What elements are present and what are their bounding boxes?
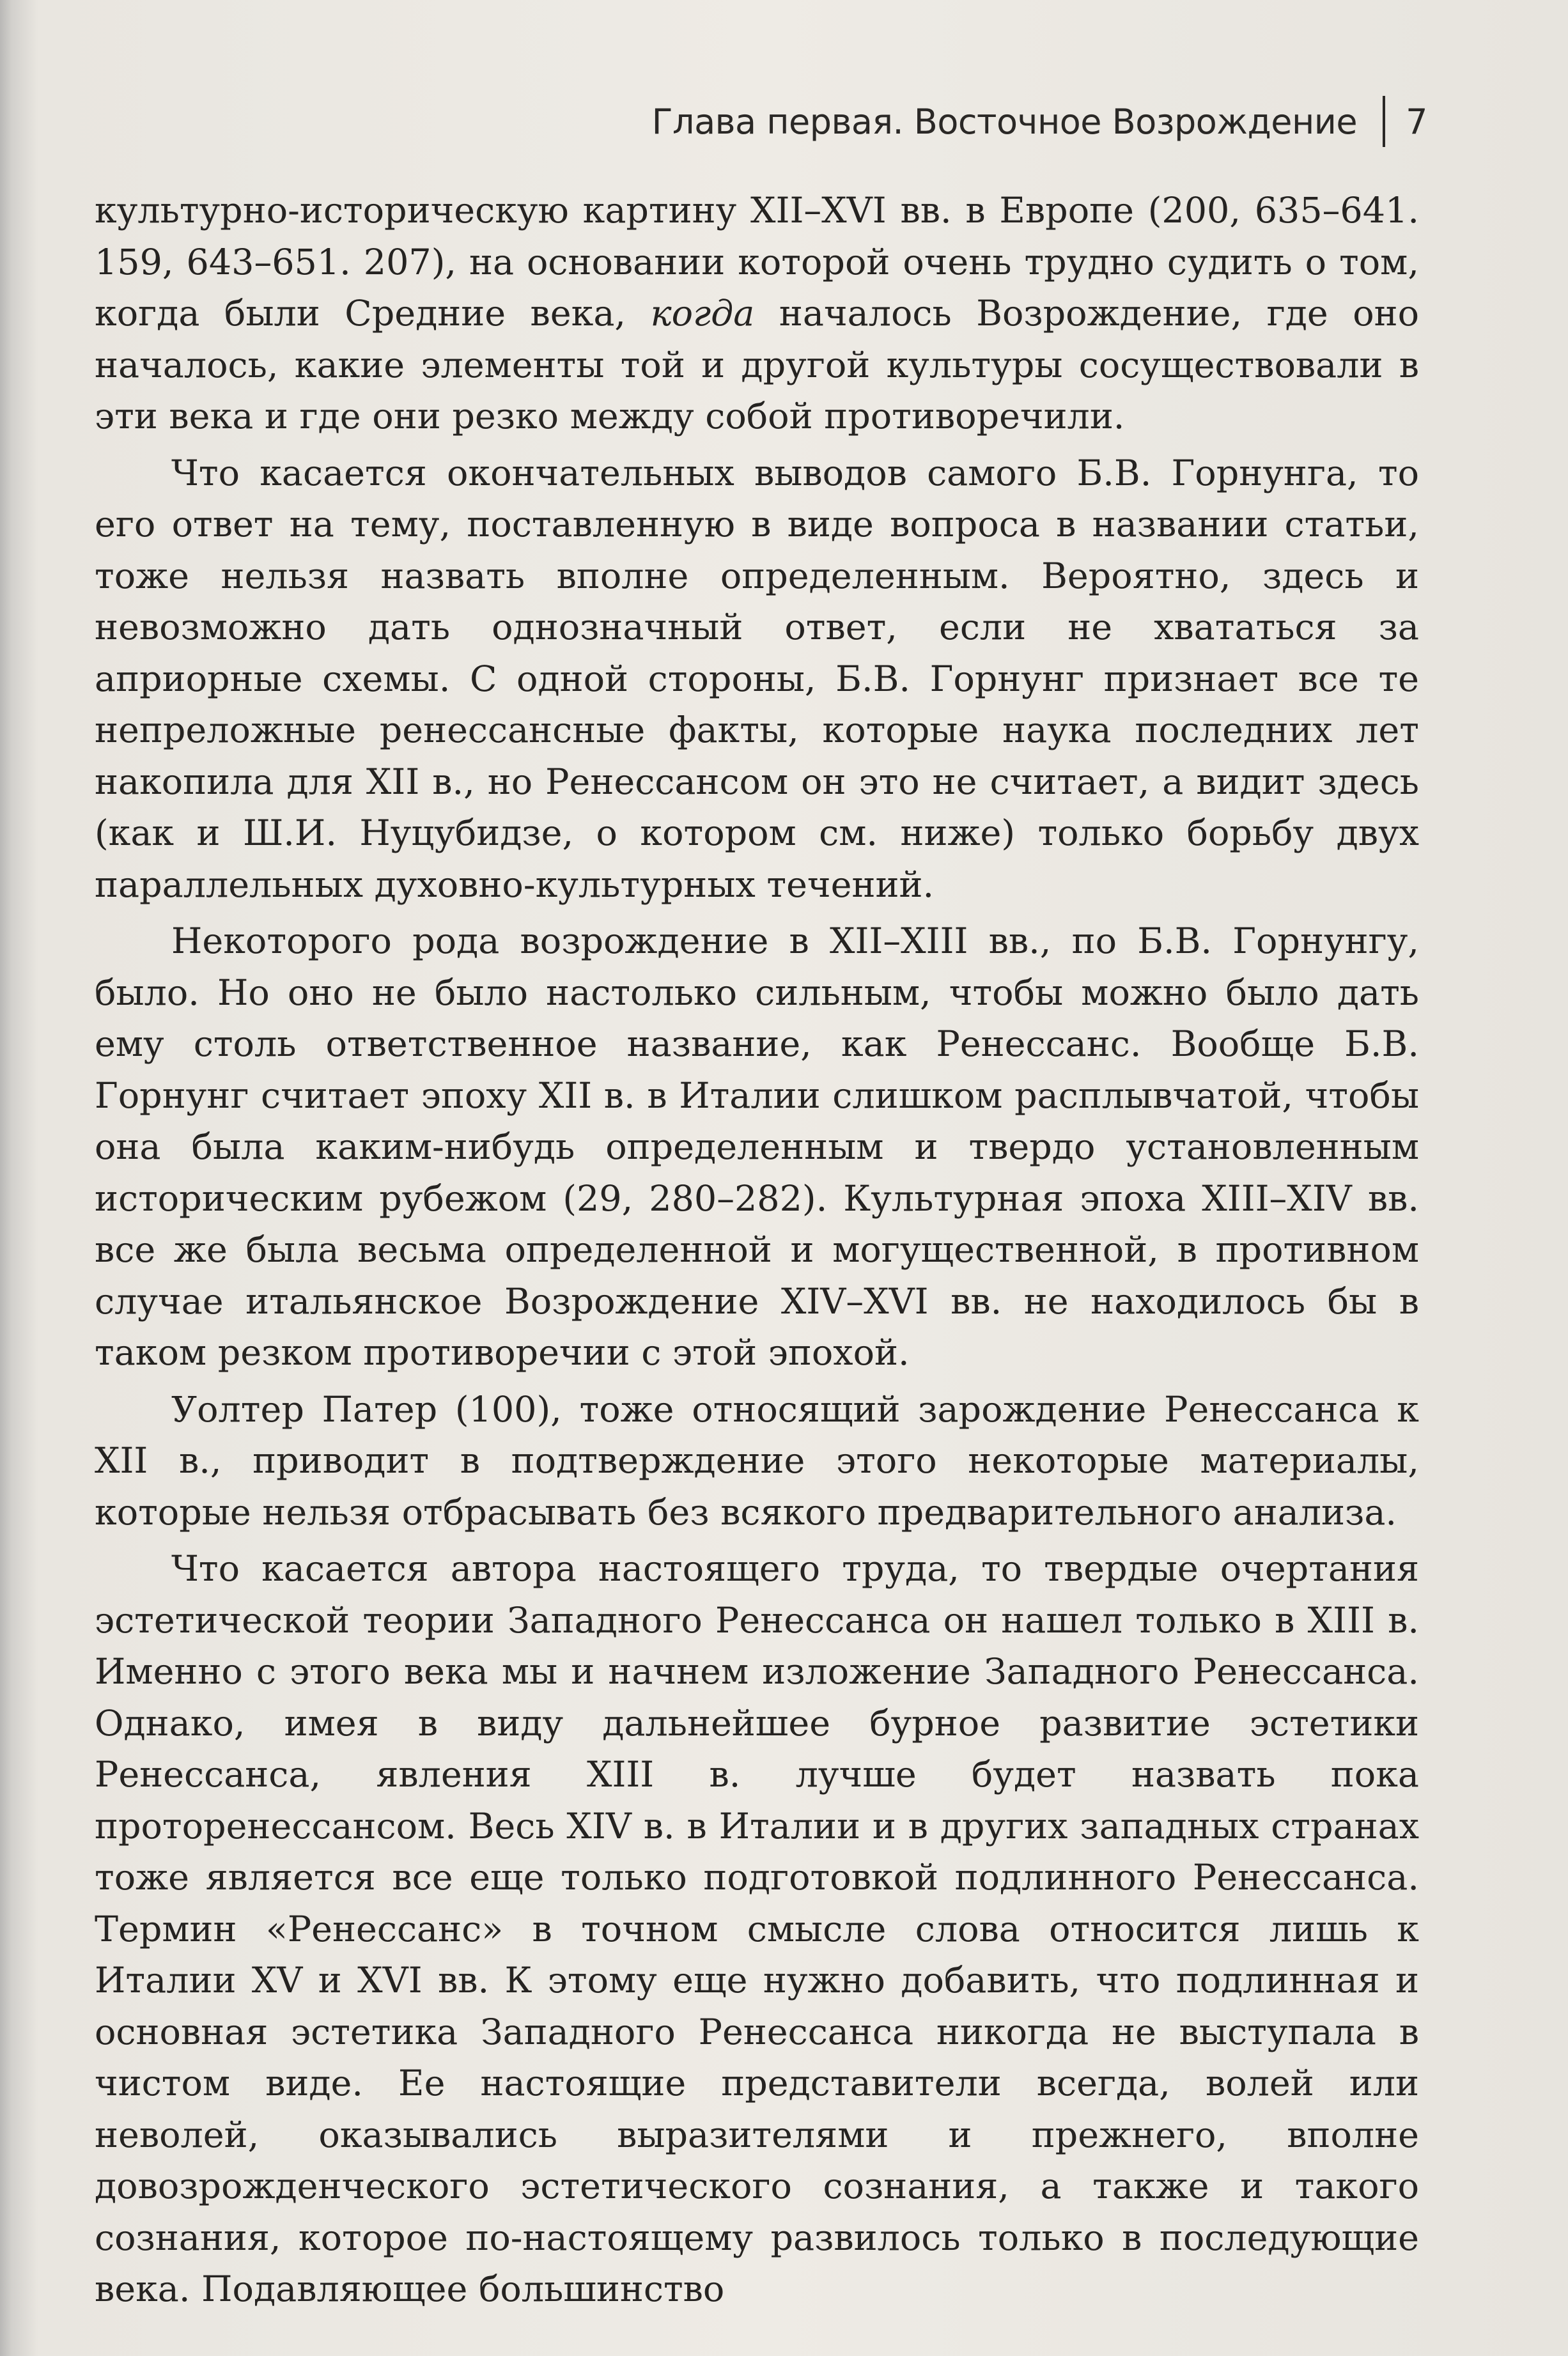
header-separator [1383,96,1385,147]
paragraph-5: Что касается автора настоящего труда, то твердые очертания эстетической теории Западного Ренессанса он нашел только в XIII в. Именно с этого века мы и начнем изложение Западного Ренессанса. Однако, имея в виду дальнейшее бурное развитие эстетики Ренессанса, явления XIII в. лучше будет назвать пока проторенессансом. Весь XIV в. в Италии и в других западных странах тоже является все еще только подготовкой подлинного Ренессанса. Термин «Ренессанс» в точном смысле слова относится лишь к Италии XV и XVI вв. К этому еще нужно добавить, что подлинная и основная эстетика Западного Ренессанса никогда не выступала в чистом виде. Ее настоящие представители всегда, волей или неволей, оказывались выразителями и прежнего, вполне довозрожденческого эстетического сознания, а также и такого сознания, которое по-настоящему развилось только в последующие века. Подавляющее большинство [95,1548,1419,2310]
paragraph-3: Некоторого рода возрождение в XII–XIII вв., по Б.В. Горнунгу, было. Но оно не было настолько сильным, чтобы можно было дать ему столь ответственное название, как Ренессанс. Вообще Б.В. Горнунг считает эпоху XII в. в Италии слишком расплывчатой, чтобы она была каким-нибудь определенным и твердо установленным историческим рубежом (29, 280–282). Культурная эпоха XIII–XIV вв. все же была весьма определенной и могущественной, в противном случае итальянское Возрождение XIV–XVI вв. не находилось бы в таком резком противоречии с этой эпохой. [95,920,1419,1374]
page-number: 7 [1406,101,1427,142]
paragraph-4: Уолтер Патер (100), тоже относящий зарождение Ренессанса к XII в., приводит в подтверждение этого некоторые материалы, которые нельзя отбрасывать без всякого предварительного анализа. [95,1388,1419,1533]
paragraph-1-emphasis: когда [650,293,755,334]
chapter-title: Глава первая. Восточное Возрождение [651,101,1358,142]
running-header [652,96,1427,147]
paragraph-1 [95,185,1419,443]
paragraph-1-text-start: культурно-историческую картину XII–XVI вв. в Европе (200, 635–641. 159, 643–651. 207), на основании которой очень трудно судить о том, когда были Средние века, [95,190,1419,334]
paragraph-1-text-end: началось Возрождение, где оно началось, какие элементы той и другой культуры сосуществовали в эти века и где они резко между собой противоречили. [95,293,1420,437]
body-text [95,185,1419,2316]
paragraph-2: Что касается окончательных выводов самого Б.В. Горнунга, то его ответ на тему, поставленную в виде вопроса в названии статьи, тоже нельзя назвать вполне определенным. Вероятно, здесь и невозможно дать однозначный ответ, если не хвататься за априорные схемы. С одной стороны, Б.В. Горнунг признает все те непреложные ренессансные факты, которые наука последних лет накопила для XII в., но Ренессансом он это не считает, а видит здесь (как и Ш.И. Нуцубидзе, о котором см. ниже) только борьбу двух параллельных духовно-культурных течений. [95,452,1419,906]
